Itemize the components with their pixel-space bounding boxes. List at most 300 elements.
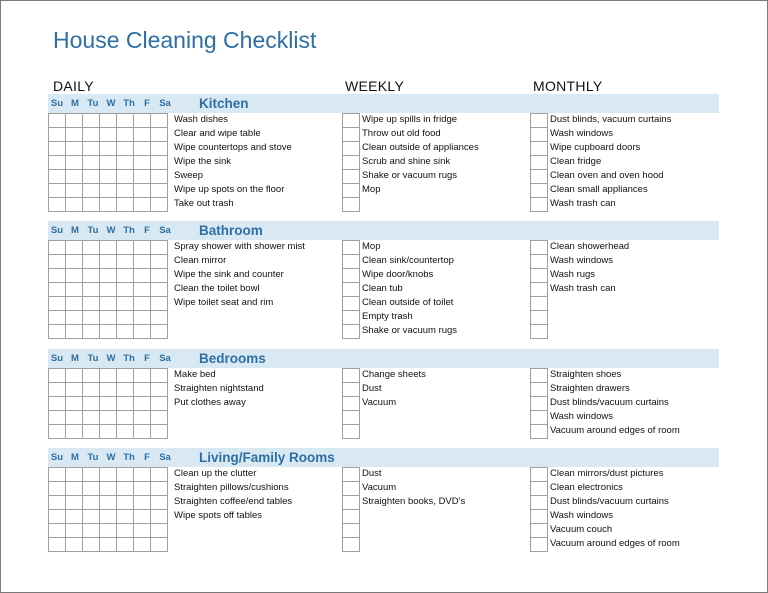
- day-checkbox[interactable]: [117, 283, 134, 297]
- monthly-checkbox[interactable]: [530, 424, 548, 439]
- day-checkbox[interactable]: [66, 184, 83, 198]
- day-checkbox[interactable]: [49, 255, 66, 269]
- day-header: W: [106, 98, 116, 109]
- day-checkbox[interactable]: [83, 510, 100, 524]
- section-title: Bathroom: [199, 223, 263, 238]
- weekly-checkbox[interactable]: [342, 481, 360, 496]
- weekly-checkbox[interactable]: [342, 240, 360, 255]
- day-checkbox[interactable]: [134, 397, 151, 411]
- day-checkbox[interactable]: [83, 128, 100, 142]
- day-checkbox[interactable]: [49, 496, 66, 510]
- weekly-task: Mop: [362, 241, 381, 252]
- page-title: House Cleaning Checklist: [53, 27, 317, 53]
- weekly-checkbox[interactable]: [342, 155, 360, 170]
- day-checkbox[interactable]: [151, 255, 168, 269]
- day-checkbox[interactable]: [100, 468, 117, 482]
- daily-task: Straighten nightstand: [174, 383, 264, 394]
- day-checkbox[interactable]: [49, 524, 66, 538]
- day-checkbox[interactable]: [66, 325, 83, 339]
- day-checkbox[interactable]: [151, 524, 168, 538]
- day-checkbox[interactable]: [151, 114, 168, 128]
- day-checkbox[interactable]: [83, 425, 100, 439]
- day-checkbox[interactable]: [49, 468, 66, 482]
- monthly-column-header: MONTHLY: [533, 78, 603, 94]
- monthly-checkbox[interactable]: [530, 509, 548, 524]
- weekly-task: Wipe up spills in fridge: [362, 114, 458, 125]
- day-checkbox[interactable]: [100, 156, 117, 170]
- weekly-checkbox[interactable]: [342, 523, 360, 538]
- daily-checkbox-grid: [48, 240, 168, 339]
- day-checkbox[interactable]: [134, 170, 151, 184]
- grid-row: [49, 269, 168, 283]
- day-checkbox[interactable]: [151, 184, 168, 198]
- day-checkbox[interactable]: [100, 482, 117, 496]
- day-checkbox[interactable]: [83, 538, 100, 552]
- day-checkbox[interactable]: [49, 383, 66, 397]
- day-checkbox[interactable]: [117, 510, 134, 524]
- day-checkbox[interactable]: [151, 156, 168, 170]
- day-checkbox[interactable]: [49, 325, 66, 339]
- day-checkbox[interactable]: [49, 425, 66, 439]
- monthly-checkbox[interactable]: [530, 368, 548, 383]
- daily-task: Put clothes away: [174, 397, 246, 408]
- day-checkbox[interactable]: [83, 496, 100, 510]
- day-checkbox[interactable]: [49, 510, 66, 524]
- day-checkbox[interactable]: [151, 198, 168, 212]
- grid-row: [49, 510, 168, 524]
- monthly-checkbox[interactable]: [530, 310, 548, 325]
- weekly-checkbox[interactable]: [342, 268, 360, 283]
- day-checkbox[interactable]: [66, 269, 83, 283]
- day-checkbox[interactable]: [151, 297, 168, 311]
- day-checkbox[interactable]: [134, 425, 151, 439]
- grid-row: [49, 397, 168, 411]
- day-checkbox[interactable]: [151, 510, 168, 524]
- day-checkbox[interactable]: [100, 297, 117, 311]
- grid-row: [49, 283, 168, 297]
- day-checkbox[interactable]: [151, 311, 168, 325]
- day-checkbox[interactable]: [100, 198, 117, 212]
- day-checkbox[interactable]: [49, 397, 66, 411]
- monthly-task: Clean showerhead: [550, 241, 630, 252]
- monthly-checkbox[interactable]: [530, 141, 548, 156]
- day-checkbox[interactable]: [134, 325, 151, 339]
- day-checkbox[interactable]: [117, 482, 134, 496]
- monthly-task: Dust blinds/vacuum curtains: [550, 397, 669, 408]
- monthly-checkbox[interactable]: [530, 197, 548, 212]
- grid-row: [49, 297, 168, 311]
- daily-task: Straighten pillows/cushions: [174, 482, 289, 493]
- day-checkbox[interactable]: [134, 510, 151, 524]
- day-checkbox[interactable]: [100, 325, 117, 339]
- day-checkbox[interactable]: [83, 142, 100, 156]
- monthly-checkbox[interactable]: [530, 127, 548, 142]
- day-checkbox[interactable]: [66, 142, 83, 156]
- day-checkbox[interactable]: [83, 311, 100, 325]
- day-checkbox[interactable]: [66, 468, 83, 482]
- day-checkbox[interactable]: [151, 142, 168, 156]
- day-checkbox[interactable]: [117, 241, 134, 255]
- day-checkbox[interactable]: [117, 369, 134, 383]
- monthly-task: Vacuum couch: [550, 524, 613, 535]
- day-checkbox[interactable]: [66, 283, 83, 297]
- day-checkbox[interactable]: [83, 383, 100, 397]
- day-checkbox[interactable]: [83, 397, 100, 411]
- monthly-checkbox[interactable]: [530, 254, 548, 269]
- day-checkbox[interactable]: [117, 538, 134, 552]
- monthly-checkbox[interactable]: [530, 155, 548, 170]
- day-checkbox[interactable]: [100, 524, 117, 538]
- day-checkbox[interactable]: [66, 482, 83, 496]
- day-checkbox[interactable]: [83, 156, 100, 170]
- weekly-checkbox[interactable]: [342, 197, 360, 212]
- day-checkbox[interactable]: [151, 170, 168, 184]
- monthly-checkbox[interactable]: [530, 523, 548, 538]
- day-checkbox[interactable]: [66, 311, 83, 325]
- monthly-task: Clean mirrors/dust pictures: [550, 468, 664, 479]
- day-checkbox[interactable]: [49, 128, 66, 142]
- day-checkbox[interactable]: [134, 283, 151, 297]
- day-checkbox[interactable]: [66, 241, 83, 255]
- day-checkbox[interactable]: [83, 297, 100, 311]
- grid-row: [49, 468, 168, 482]
- day-header: Su: [50, 225, 64, 236]
- day-checkbox[interactable]: [117, 524, 134, 538]
- monthly-checkbox[interactable]: [530, 481, 548, 496]
- weekly-checkbox[interactable]: [342, 113, 360, 128]
- day-checkbox[interactable]: [134, 269, 151, 283]
- day-checkbox[interactable]: [134, 524, 151, 538]
- day-checkbox[interactable]: [66, 383, 83, 397]
- day-checkbox[interactable]: [49, 411, 66, 425]
- weekly-checkbox[interactable]: [342, 396, 360, 411]
- monthly-checkbox[interactable]: [530, 282, 548, 297]
- day-checkbox[interactable]: [49, 269, 66, 283]
- day-checkbox[interactable]: [151, 325, 168, 339]
- grid-row: [49, 311, 168, 325]
- day-checkbox[interactable]: [83, 269, 100, 283]
- monthly-task: Wash trash can: [550, 283, 616, 294]
- day-checkbox[interactable]: [151, 411, 168, 425]
- weekly-task: Change sheets: [362, 369, 426, 380]
- day-checkbox[interactable]: [100, 283, 117, 297]
- weekly-checkbox[interactable]: [342, 495, 360, 510]
- day-checkbox[interactable]: [66, 297, 83, 311]
- weekly-checkbox[interactable]: [342, 183, 360, 198]
- day-checkbox[interactable]: [117, 142, 134, 156]
- day-checkbox[interactable]: [100, 397, 117, 411]
- day-checkbox[interactable]: [83, 411, 100, 425]
- weekly-task: Scrub and shine sink: [362, 156, 451, 167]
- day-checkbox[interactable]: [66, 128, 83, 142]
- monthly-checkbox[interactable]: [530, 268, 548, 283]
- day-header: Tu: [87, 98, 99, 109]
- day-checkbox[interactable]: [66, 425, 83, 439]
- monthly-checkbox[interactable]: [530, 183, 548, 198]
- grid-row: [49, 241, 168, 255]
- daily-column-header: DAILY: [53, 78, 94, 94]
- day-checkbox[interactable]: [49, 538, 66, 552]
- day-checkbox[interactable]: [66, 255, 83, 269]
- day-checkbox[interactable]: [83, 369, 100, 383]
- day-checkbox[interactable]: [151, 128, 168, 142]
- grid-row: [49, 524, 168, 538]
- day-checkbox[interactable]: [100, 369, 117, 383]
- weekly-task: Clean tub: [362, 283, 403, 294]
- monthly-task: Dust blinds/vacuum curtains: [550, 496, 669, 507]
- day-checkbox[interactable]: [151, 425, 168, 439]
- weekly-checkbox[interactable]: [342, 127, 360, 142]
- day-checkbox[interactable]: [83, 283, 100, 297]
- day-checkbox[interactable]: [66, 170, 83, 184]
- day-checkbox[interactable]: [83, 468, 100, 482]
- grid-row: [49, 255, 168, 269]
- weekly-checkbox[interactable]: [342, 169, 360, 184]
- day-checkbox[interactable]: [117, 383, 134, 397]
- daily-task: Spray shower with shower mist: [174, 241, 305, 252]
- day-checkbox[interactable]: [100, 311, 117, 325]
- day-checkbox[interactable]: [83, 482, 100, 496]
- day-checkbox[interactable]: [151, 283, 168, 297]
- day-header: Tu: [87, 452, 99, 463]
- day-header: F: [144, 225, 150, 236]
- weekly-checkbox[interactable]: [342, 296, 360, 311]
- daily-task: Straighten coffee/end tables: [174, 496, 293, 507]
- day-checkbox[interactable]: [117, 411, 134, 425]
- day-checkbox[interactable]: [134, 468, 151, 482]
- day-checkbox[interactable]: [151, 369, 168, 383]
- monthly-checkbox[interactable]: [530, 495, 548, 510]
- day-checkbox[interactable]: [49, 369, 66, 383]
- day-checkbox[interactable]: [100, 241, 117, 255]
- day-checkbox[interactable]: [134, 255, 151, 269]
- day-checkbox[interactable]: [66, 397, 83, 411]
- monthly-task: Vacuum around edges of room: [550, 538, 680, 549]
- day-checkbox[interactable]: [83, 170, 100, 184]
- day-header: Tu: [87, 225, 99, 236]
- grid-row: [49, 325, 168, 339]
- grid-row: [49, 369, 168, 383]
- day-checkbox[interactable]: [66, 369, 83, 383]
- day-checkbox[interactable]: [49, 482, 66, 496]
- day-checkbox[interactable]: [134, 496, 151, 510]
- daily-task: Wipe spots off tables: [174, 510, 263, 521]
- day-checkbox[interactable]: [117, 198, 134, 212]
- monthly-task: Wash rugs: [550, 269, 596, 280]
- daily-task: Clean up the clutter: [174, 468, 257, 479]
- day-checkbox[interactable]: [117, 114, 134, 128]
- day-checkbox[interactable]: [83, 184, 100, 198]
- day-header: Th: [123, 353, 135, 364]
- monthly-checkbox[interactable]: [530, 467, 548, 482]
- weekly-checkbox[interactable]: [342, 509, 360, 524]
- day-checkbox[interactable]: [66, 496, 83, 510]
- monthly-checkbox[interactable]: [530, 537, 548, 552]
- day-header: Th: [123, 225, 135, 236]
- day-checkbox[interactable]: [134, 482, 151, 496]
- monthly-checkbox[interactable]: [530, 296, 548, 311]
- weekly-checkbox[interactable]: [342, 141, 360, 156]
- day-checkbox[interactable]: [117, 255, 134, 269]
- day-checkbox[interactable]: [49, 198, 66, 212]
- day-checkbox[interactable]: [49, 170, 66, 184]
- daily-task: Wipe the sink: [174, 156, 232, 167]
- day-checkbox[interactable]: [151, 496, 168, 510]
- monthly-checkbox[interactable]: [530, 410, 548, 425]
- day-checkbox[interactable]: [134, 198, 151, 212]
- weekly-checkbox[interactable]: [342, 410, 360, 425]
- day-checkbox[interactable]: [66, 524, 83, 538]
- day-checkbox[interactable]: [66, 538, 83, 552]
- day-checkbox[interactable]: [134, 128, 151, 142]
- weekly-task: Clean sink/countertop: [362, 255, 454, 266]
- day-checkbox[interactable]: [100, 114, 117, 128]
- day-checkbox[interactable]: [83, 198, 100, 212]
- daily-task: Wipe countertops and stove: [174, 142, 292, 153]
- day-checkbox[interactable]: [83, 114, 100, 128]
- monthly-task: Clean electronics: [550, 482, 623, 493]
- day-checkbox[interactable]: [49, 114, 66, 128]
- weekly-task: Wipe door/knobs: [362, 269, 434, 280]
- day-checkbox[interactable]: [49, 283, 66, 297]
- day-checkbox[interactable]: [117, 128, 134, 142]
- day-checkbox[interactable]: [49, 156, 66, 170]
- day-checkbox[interactable]: [117, 496, 134, 510]
- daily-task: Clean mirror: [174, 255, 227, 266]
- day-checkbox[interactable]: [100, 184, 117, 198]
- monthly-task: Wash trash can: [550, 198, 616, 209]
- weekly-checkbox[interactable]: [342, 537, 360, 552]
- day-checkbox[interactable]: [66, 411, 83, 425]
- day-checkbox[interactable]: [117, 468, 134, 482]
- day-checkbox[interactable]: [100, 128, 117, 142]
- day-checkbox[interactable]: [151, 482, 168, 496]
- day-checkbox[interactable]: [100, 510, 117, 524]
- day-checkbox[interactable]: [83, 524, 100, 538]
- day-checkbox[interactable]: [49, 241, 66, 255]
- day-checkbox[interactable]: [66, 114, 83, 128]
- day-checkbox[interactable]: [134, 383, 151, 397]
- day-checkbox[interactable]: [117, 297, 134, 311]
- day-checkbox[interactable]: [117, 269, 134, 283]
- grid-row: [49, 496, 168, 510]
- day-checkbox[interactable]: [83, 255, 100, 269]
- weekly-checkbox[interactable]: [342, 368, 360, 383]
- day-checkbox[interactable]: [117, 425, 134, 439]
- day-checkbox[interactable]: [100, 269, 117, 283]
- weekly-task: Shake or vacuum rugs: [362, 325, 458, 336]
- section-header-band: [48, 349, 719, 368]
- monthly-task: Wash windows: [550, 128, 614, 139]
- day-checkbox[interactable]: [134, 184, 151, 198]
- monthly-checkbox[interactable]: [530, 169, 548, 184]
- day-checkbox[interactable]: [117, 170, 134, 184]
- daily-checkbox-grid: [48, 368, 168, 439]
- grid-row: [49, 383, 168, 397]
- day-checkbox[interactable]: [100, 496, 117, 510]
- weekly-task: Vacuum: [362, 397, 397, 408]
- monthly-checkbox[interactable]: [530, 240, 548, 255]
- day-checkbox[interactable]: [134, 142, 151, 156]
- day-header: W: [106, 225, 116, 236]
- day-checkbox[interactable]: [134, 411, 151, 425]
- weekly-checkbox[interactable]: [342, 424, 360, 439]
- day-checkbox[interactable]: [49, 297, 66, 311]
- daily-task: Sweep: [174, 170, 204, 181]
- day-checkbox[interactable]: [100, 142, 117, 156]
- day-checkbox[interactable]: [100, 425, 117, 439]
- grid-row: [49, 114, 168, 128]
- monthly-task: Wash windows: [550, 255, 614, 266]
- day-checkbox[interactable]: [66, 156, 83, 170]
- day-checkbox[interactable]: [134, 297, 151, 311]
- day-checkbox[interactable]: [100, 538, 117, 552]
- day-checkbox[interactable]: [134, 114, 151, 128]
- day-checkbox[interactable]: [49, 142, 66, 156]
- day-header: Su: [50, 452, 64, 463]
- day-checkbox[interactable]: [151, 269, 168, 283]
- day-checkbox[interactable]: [134, 156, 151, 170]
- day-checkbox[interactable]: [117, 156, 134, 170]
- weekly-column-header: WEEKLY: [345, 78, 405, 94]
- day-checkbox[interactable]: [151, 241, 168, 255]
- monthly-checkbox[interactable]: [530, 113, 548, 128]
- day-checkbox[interactable]: [100, 383, 117, 397]
- day-checkbox[interactable]: [134, 311, 151, 325]
- day-checkbox[interactable]: [151, 397, 168, 411]
- day-checkbox[interactable]: [49, 184, 66, 198]
- day-checkbox[interactable]: [100, 411, 117, 425]
- weekly-checkbox[interactable]: [342, 324, 360, 339]
- day-checkbox[interactable]: [117, 311, 134, 325]
- daily-task: Make bed: [174, 369, 216, 380]
- day-checkbox[interactable]: [134, 241, 151, 255]
- monthly-checkbox[interactable]: [530, 324, 548, 339]
- day-checkbox[interactable]: [83, 241, 100, 255]
- weekly-checkbox[interactable]: [342, 254, 360, 269]
- day-checkbox[interactable]: [134, 538, 151, 552]
- day-header: W: [106, 353, 116, 364]
- daily-task: Wipe the sink and counter: [174, 269, 284, 280]
- weekly-checkbox[interactable]: [342, 310, 360, 325]
- day-checkbox[interactable]: [66, 510, 83, 524]
- day-checkbox[interactable]: [117, 184, 134, 198]
- day-checkbox[interactable]: [117, 397, 134, 411]
- day-checkbox[interactable]: [134, 369, 151, 383]
- weekly-checkbox[interactable]: [342, 382, 360, 397]
- day-checkbox[interactable]: [100, 170, 117, 184]
- monthly-checkbox[interactable]: [530, 382, 548, 397]
- monthly-task: Wipe cupboard doors: [550, 142, 641, 153]
- day-checkbox[interactable]: [49, 311, 66, 325]
- weekly-task: Vacuum: [362, 482, 397, 493]
- day-checkbox[interactable]: [66, 198, 83, 212]
- weekly-checkbox[interactable]: [342, 282, 360, 297]
- day-header: Sa: [159, 225, 171, 236]
- monthly-task: Dust blinds, vacuum curtains: [550, 114, 672, 125]
- day-checkbox[interactable]: [100, 255, 117, 269]
- day-checkbox[interactable]: [151, 468, 168, 482]
- daily-task: Wash dishes: [174, 114, 229, 125]
- weekly-checkbox[interactable]: [342, 467, 360, 482]
- section-title: Living/Family Rooms: [199, 450, 335, 465]
- day-checkbox[interactable]: [117, 325, 134, 339]
- monthly-task: Straighten shoes: [550, 369, 622, 380]
- day-checkbox[interactable]: [151, 538, 168, 552]
- day-checkbox[interactable]: [83, 325, 100, 339]
- day-checkbox[interactable]: [151, 383, 168, 397]
- monthly-checkbox[interactable]: [530, 396, 548, 411]
